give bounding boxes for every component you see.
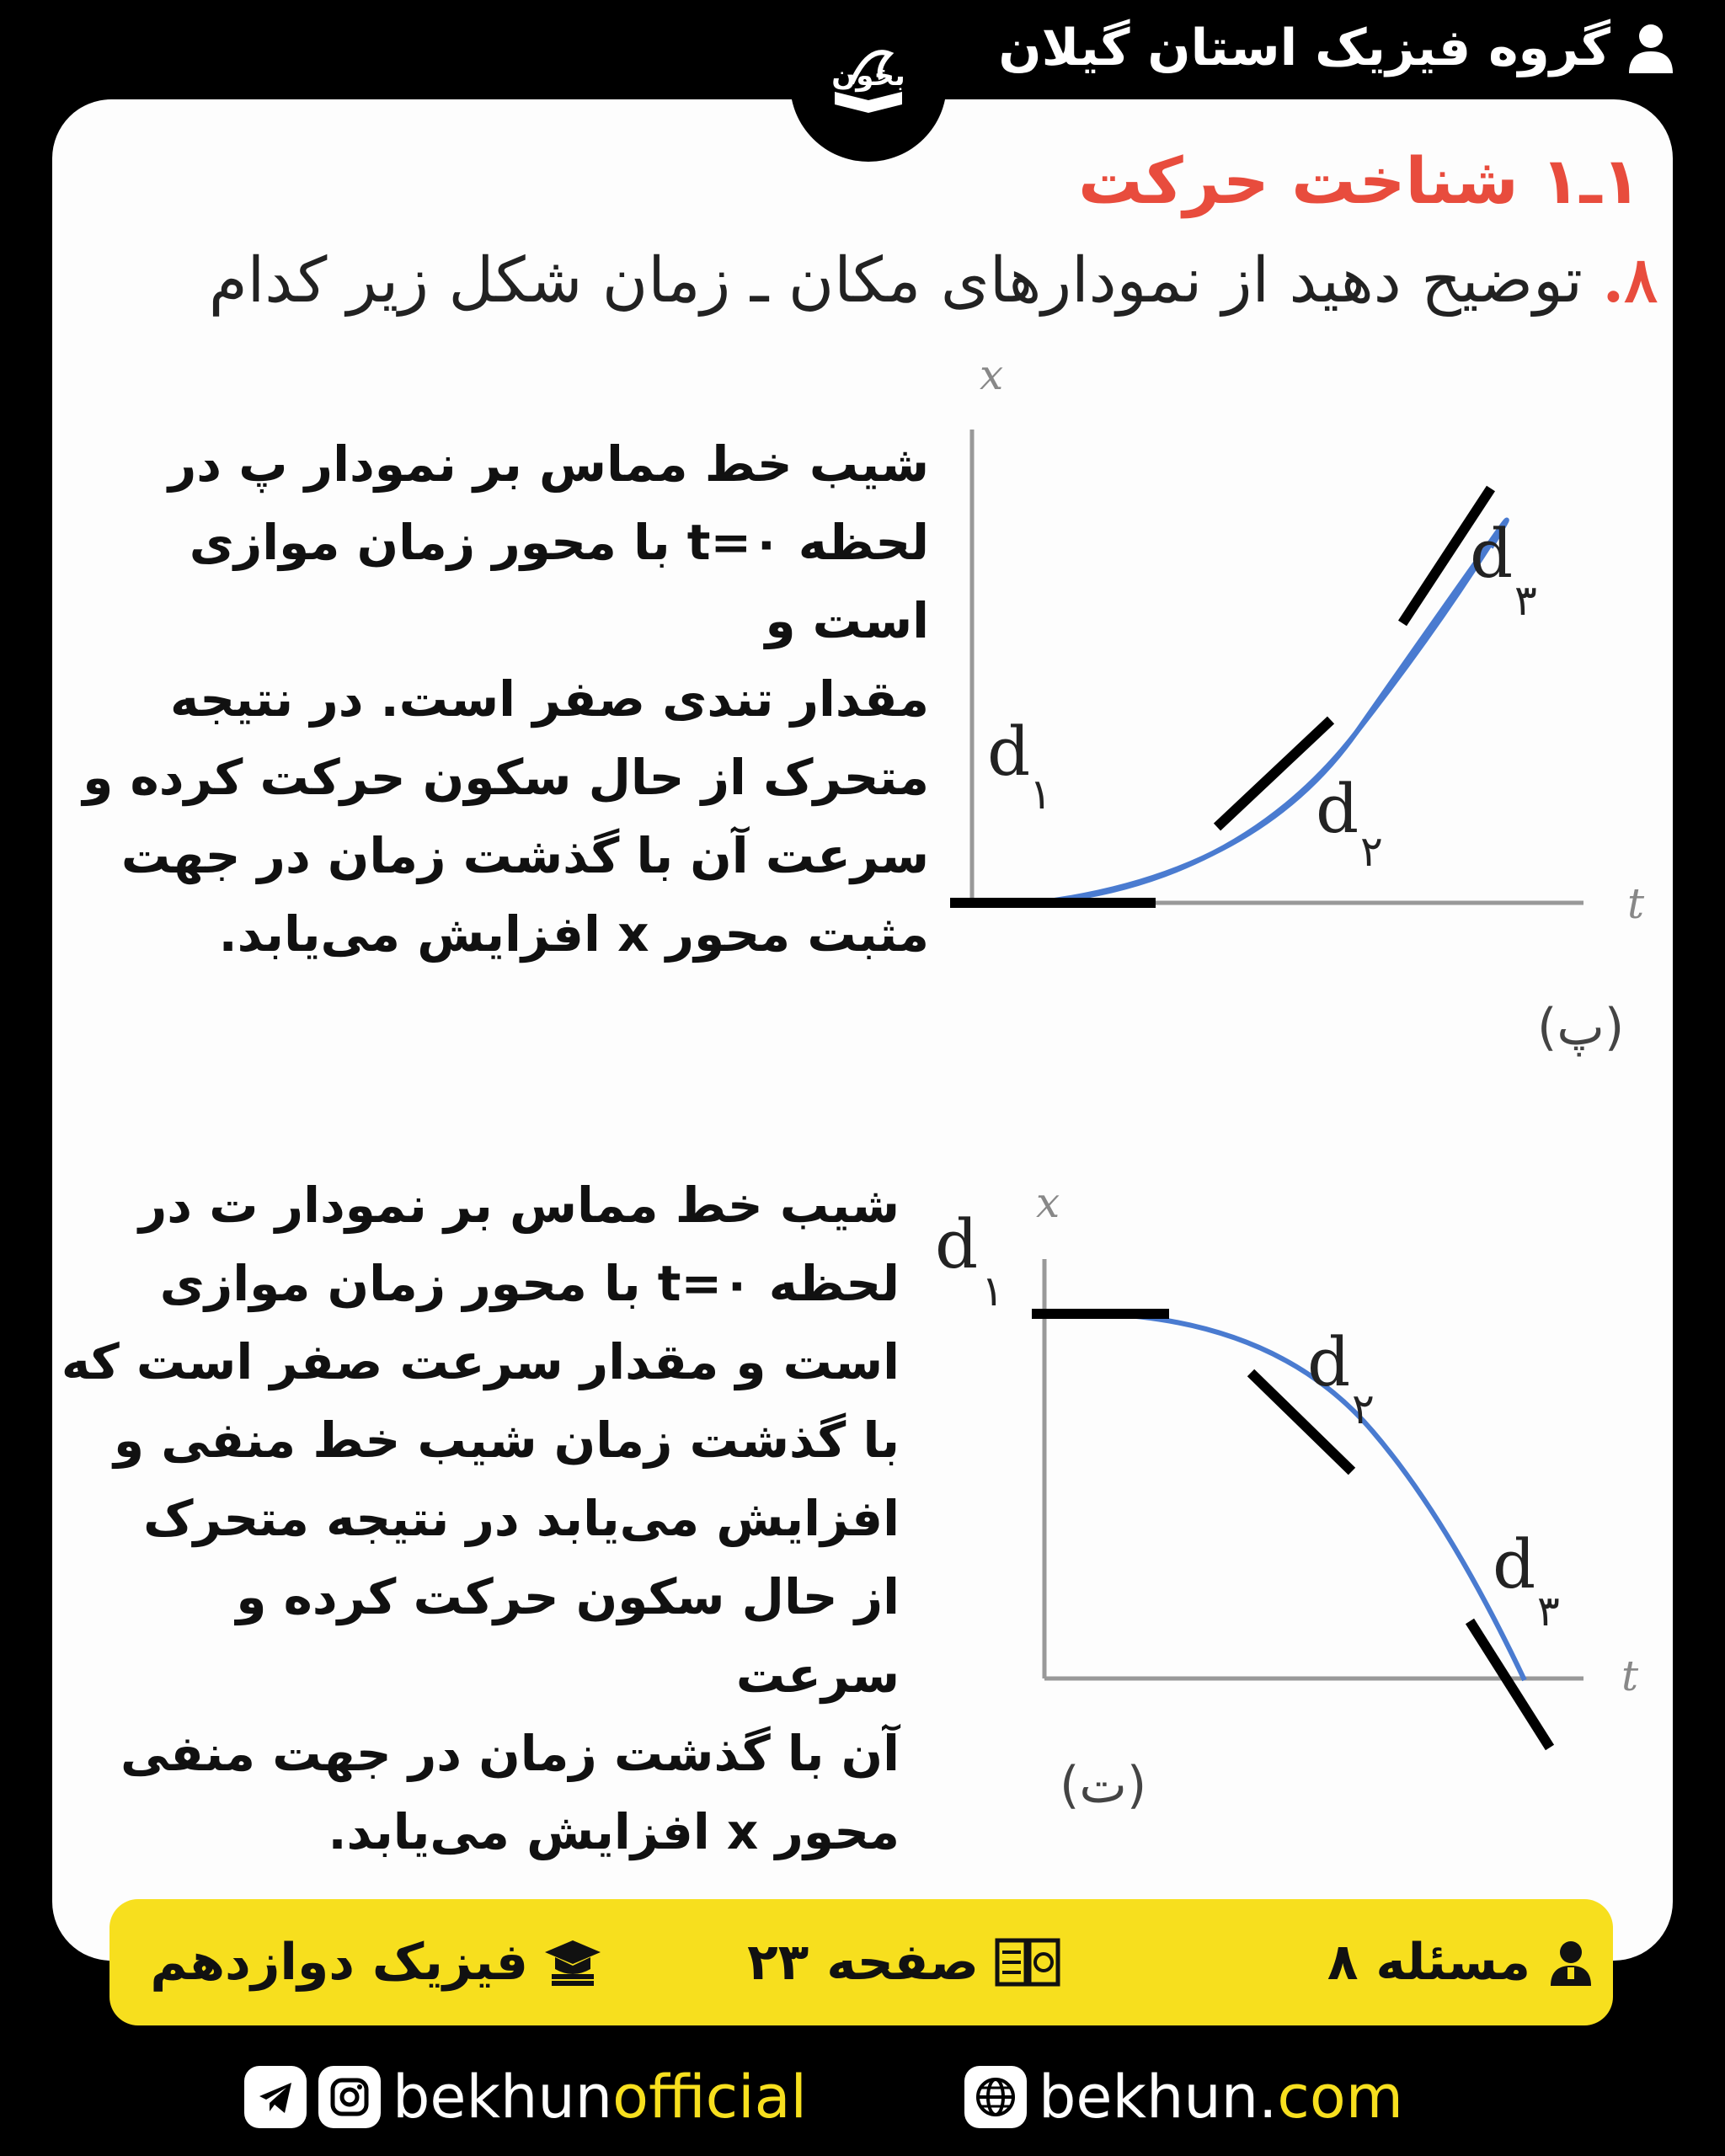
instagram-icon[interactable] (318, 2066, 381, 2128)
info-bar (109, 1899, 1613, 2025)
graph-p-caption: (پ) (1537, 998, 1625, 1057)
graph-p (935, 337, 1676, 1078)
graph-t-sub-d3: ۳ (1537, 1587, 1560, 1636)
handle-text (393, 2063, 807, 2132)
group-label (998, 19, 1674, 77)
problem-label: مسئله ۸ (1327, 1933, 1530, 1992)
section-title: ۱ـ۱ شناخت حرکت (1078, 143, 1641, 218)
graph-p-label-d2: d (1316, 770, 1359, 848)
site-accent: com (1277, 2063, 1403, 2132)
book-title (150, 1899, 602, 2025)
book-icon (994, 1937, 1061, 1988)
question-number: ۸. (1602, 244, 1658, 317)
page-number (747, 1899, 1061, 2025)
graph-t-sub-d2: ۲ (1352, 1385, 1375, 1433)
globe-icon (964, 2066, 1027, 2128)
graph-t-x-axis: t (1621, 1652, 1639, 1700)
graph-p-label-d3: d (1470, 515, 1514, 593)
graph-t-tangent-d3 (1470, 1621, 1550, 1748)
graph-p-x-axis: t (1627, 879, 1645, 928)
graph-t-sub-d1: ۱ (981, 1267, 1004, 1315)
social-handle[interactable] (244, 2055, 807, 2139)
graph-p-sub-d1: ۱ (1029, 770, 1052, 819)
telegram-icon[interactable] (244, 2066, 307, 2128)
question-line (57, 244, 1658, 317)
user-icon (1627, 23, 1674, 73)
explanation-t: شیب خط مماس بر نمودار ت در لحظه ۰=t با محور زمان موازی است و مقدار سرعت صفر است که با گذشت زمان شیب خط منفی و افزایش می‌یابد در نتیجه متحرک از حال سکون حرکت کرده و سرعت آن با گذشت زمان در جهت منفی محور x افزایش می‌یابد. (61, 1177, 900, 1860)
question-text: توضیح دهید از نمودارهای مکان ـ زمان شکل زیر کدام (208, 244, 1583, 317)
graph-p-sub-d2: ۲ (1360, 827, 1383, 876)
book-logo-icon (818, 33, 919, 134)
handle-accent: official (612, 2063, 807, 2132)
graph-p-tangent-d2 (1217, 720, 1331, 827)
person-icon (1546, 1937, 1596, 1988)
site-text (1039, 2063, 1403, 2132)
handle-plain: bekhun (393, 2063, 613, 2132)
graph-t-label-d1: d (935, 1205, 979, 1283)
problem-number (1327, 1899, 1596, 2025)
graph-t-label-d2: d (1307, 1323, 1351, 1401)
website-link[interactable] (964, 2055, 1403, 2139)
group-label-text: گروه فیزیک استان گیلان (998, 19, 1610, 77)
logo-text: بخون (831, 59, 905, 93)
graph-p-y-axis: x (980, 350, 1004, 399)
graph-t (927, 1175, 1668, 1849)
graph-t-caption: (ت) (1060, 1756, 1147, 1815)
book-label: فیزیک دوازدهم (150, 1933, 528, 1992)
explanation-p: شیب خط مماس بر نمودار پ در لحظه ۰=t با محور زمان موازی است و مقدار تندی صفر است. در نتیجه متحرک از حال سکون حرکت کرده و سرعت آن با گذشت زمان در جهت مثبت محور x افزایش می‌یابد. (83, 435, 929, 963)
page-label: صفحه ۲۳ (747, 1933, 979, 1992)
graduation-cap-icon (543, 1937, 602, 1988)
graph-p-sub-d3: ۳ (1514, 576, 1537, 625)
graph-t-label-d3: d (1493, 1525, 1536, 1604)
brand-logo (790, 5, 947, 162)
graph-p-label-d1: d (987, 712, 1031, 791)
graph-t-y-axis: x (1036, 1178, 1060, 1227)
site-plain: bekhun. (1039, 2063, 1278, 2132)
